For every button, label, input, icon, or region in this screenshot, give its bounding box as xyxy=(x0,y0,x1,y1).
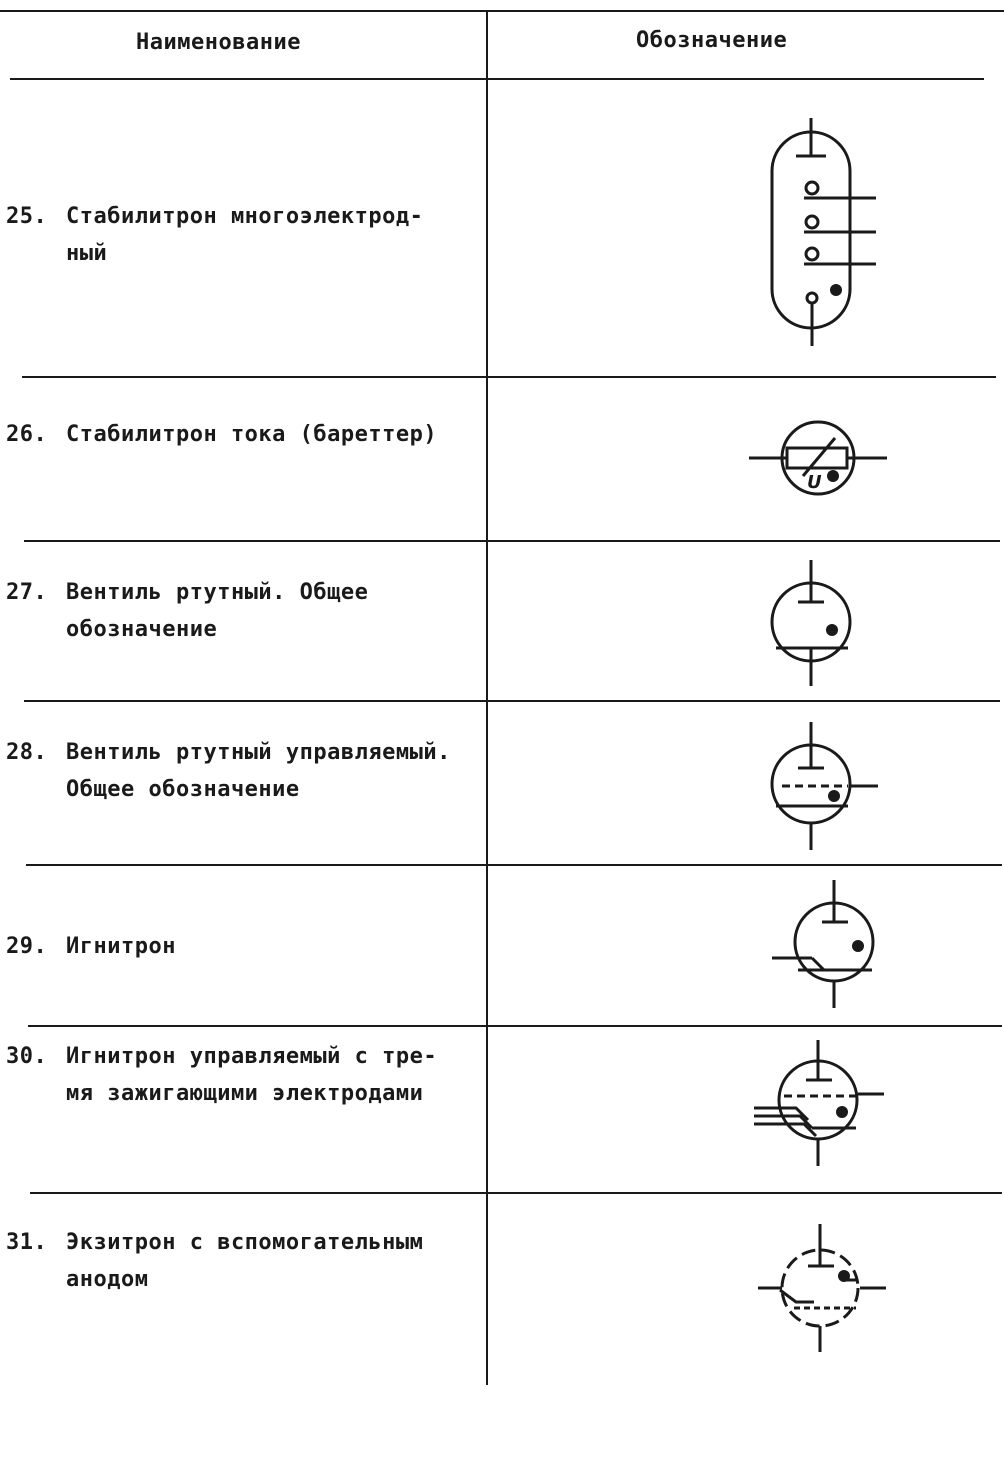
table-row xyxy=(6,928,496,965)
row-name-line: Общее обозначение xyxy=(66,777,300,802)
row-number: 29. xyxy=(6,934,48,959)
row-name-line: Стабилитрон тока (бареттер) xyxy=(66,422,438,447)
row-name-line: ный xyxy=(66,241,108,266)
table-row xyxy=(6,1038,496,1112)
table-row xyxy=(6,574,496,648)
row-divider xyxy=(28,1025,1002,1027)
row-divider xyxy=(24,540,1000,542)
row-number: 27. xyxy=(6,580,48,605)
column-header-designation: Обозначение xyxy=(636,28,788,53)
row-name-line: Игнитрон xyxy=(66,934,176,959)
table-row xyxy=(6,1224,496,1298)
multi-electrode-stabilitron-symbol xyxy=(740,110,900,360)
controlled-mercury-valve-symbol xyxy=(762,718,882,854)
row-divider xyxy=(24,700,1000,702)
row-divider xyxy=(26,864,1002,866)
row-number: 26. xyxy=(6,422,48,447)
row-name-line: анодом xyxy=(66,1267,149,1292)
row-divider xyxy=(30,1192,1002,1194)
current-stabilitron-barretter-symbol xyxy=(745,412,895,504)
row-number: 31. xyxy=(6,1230,48,1255)
header-bottom-rule xyxy=(10,78,984,80)
row-name-line: Экзитрон с вспомогательным xyxy=(66,1230,424,1255)
table-row xyxy=(6,734,496,808)
table-top-rule xyxy=(0,10,1004,12)
row-number: 25. xyxy=(6,204,48,229)
row-divider xyxy=(22,376,996,378)
controlled-ignitron-three-igniters-symbol xyxy=(752,1036,892,1172)
excitron-auxiliary-anode-symbol xyxy=(752,1220,892,1356)
table-row xyxy=(6,416,496,453)
row-name-line: Вентиль ртутный. Общее xyxy=(66,580,369,605)
row-number: 28. xyxy=(6,740,48,765)
row-name-line: Стабилитрон многоэлектрод- xyxy=(66,204,424,229)
column-header-name: Наименование xyxy=(136,30,301,55)
symbol-letter-u: U xyxy=(807,472,822,493)
row-number: 30. xyxy=(6,1044,48,1069)
row-name-line: обозначение xyxy=(66,617,218,642)
row-name-line: Вентиль ртутный управляемый. xyxy=(66,740,451,765)
row-name-line: мя зажигающими электродами xyxy=(66,1081,424,1106)
mercury-valve-symbol xyxy=(762,556,862,692)
ignitron-symbol xyxy=(768,876,888,1012)
table-row xyxy=(6,198,496,272)
row-name-line: Игнитрон управляемый с тре- xyxy=(66,1044,438,1069)
